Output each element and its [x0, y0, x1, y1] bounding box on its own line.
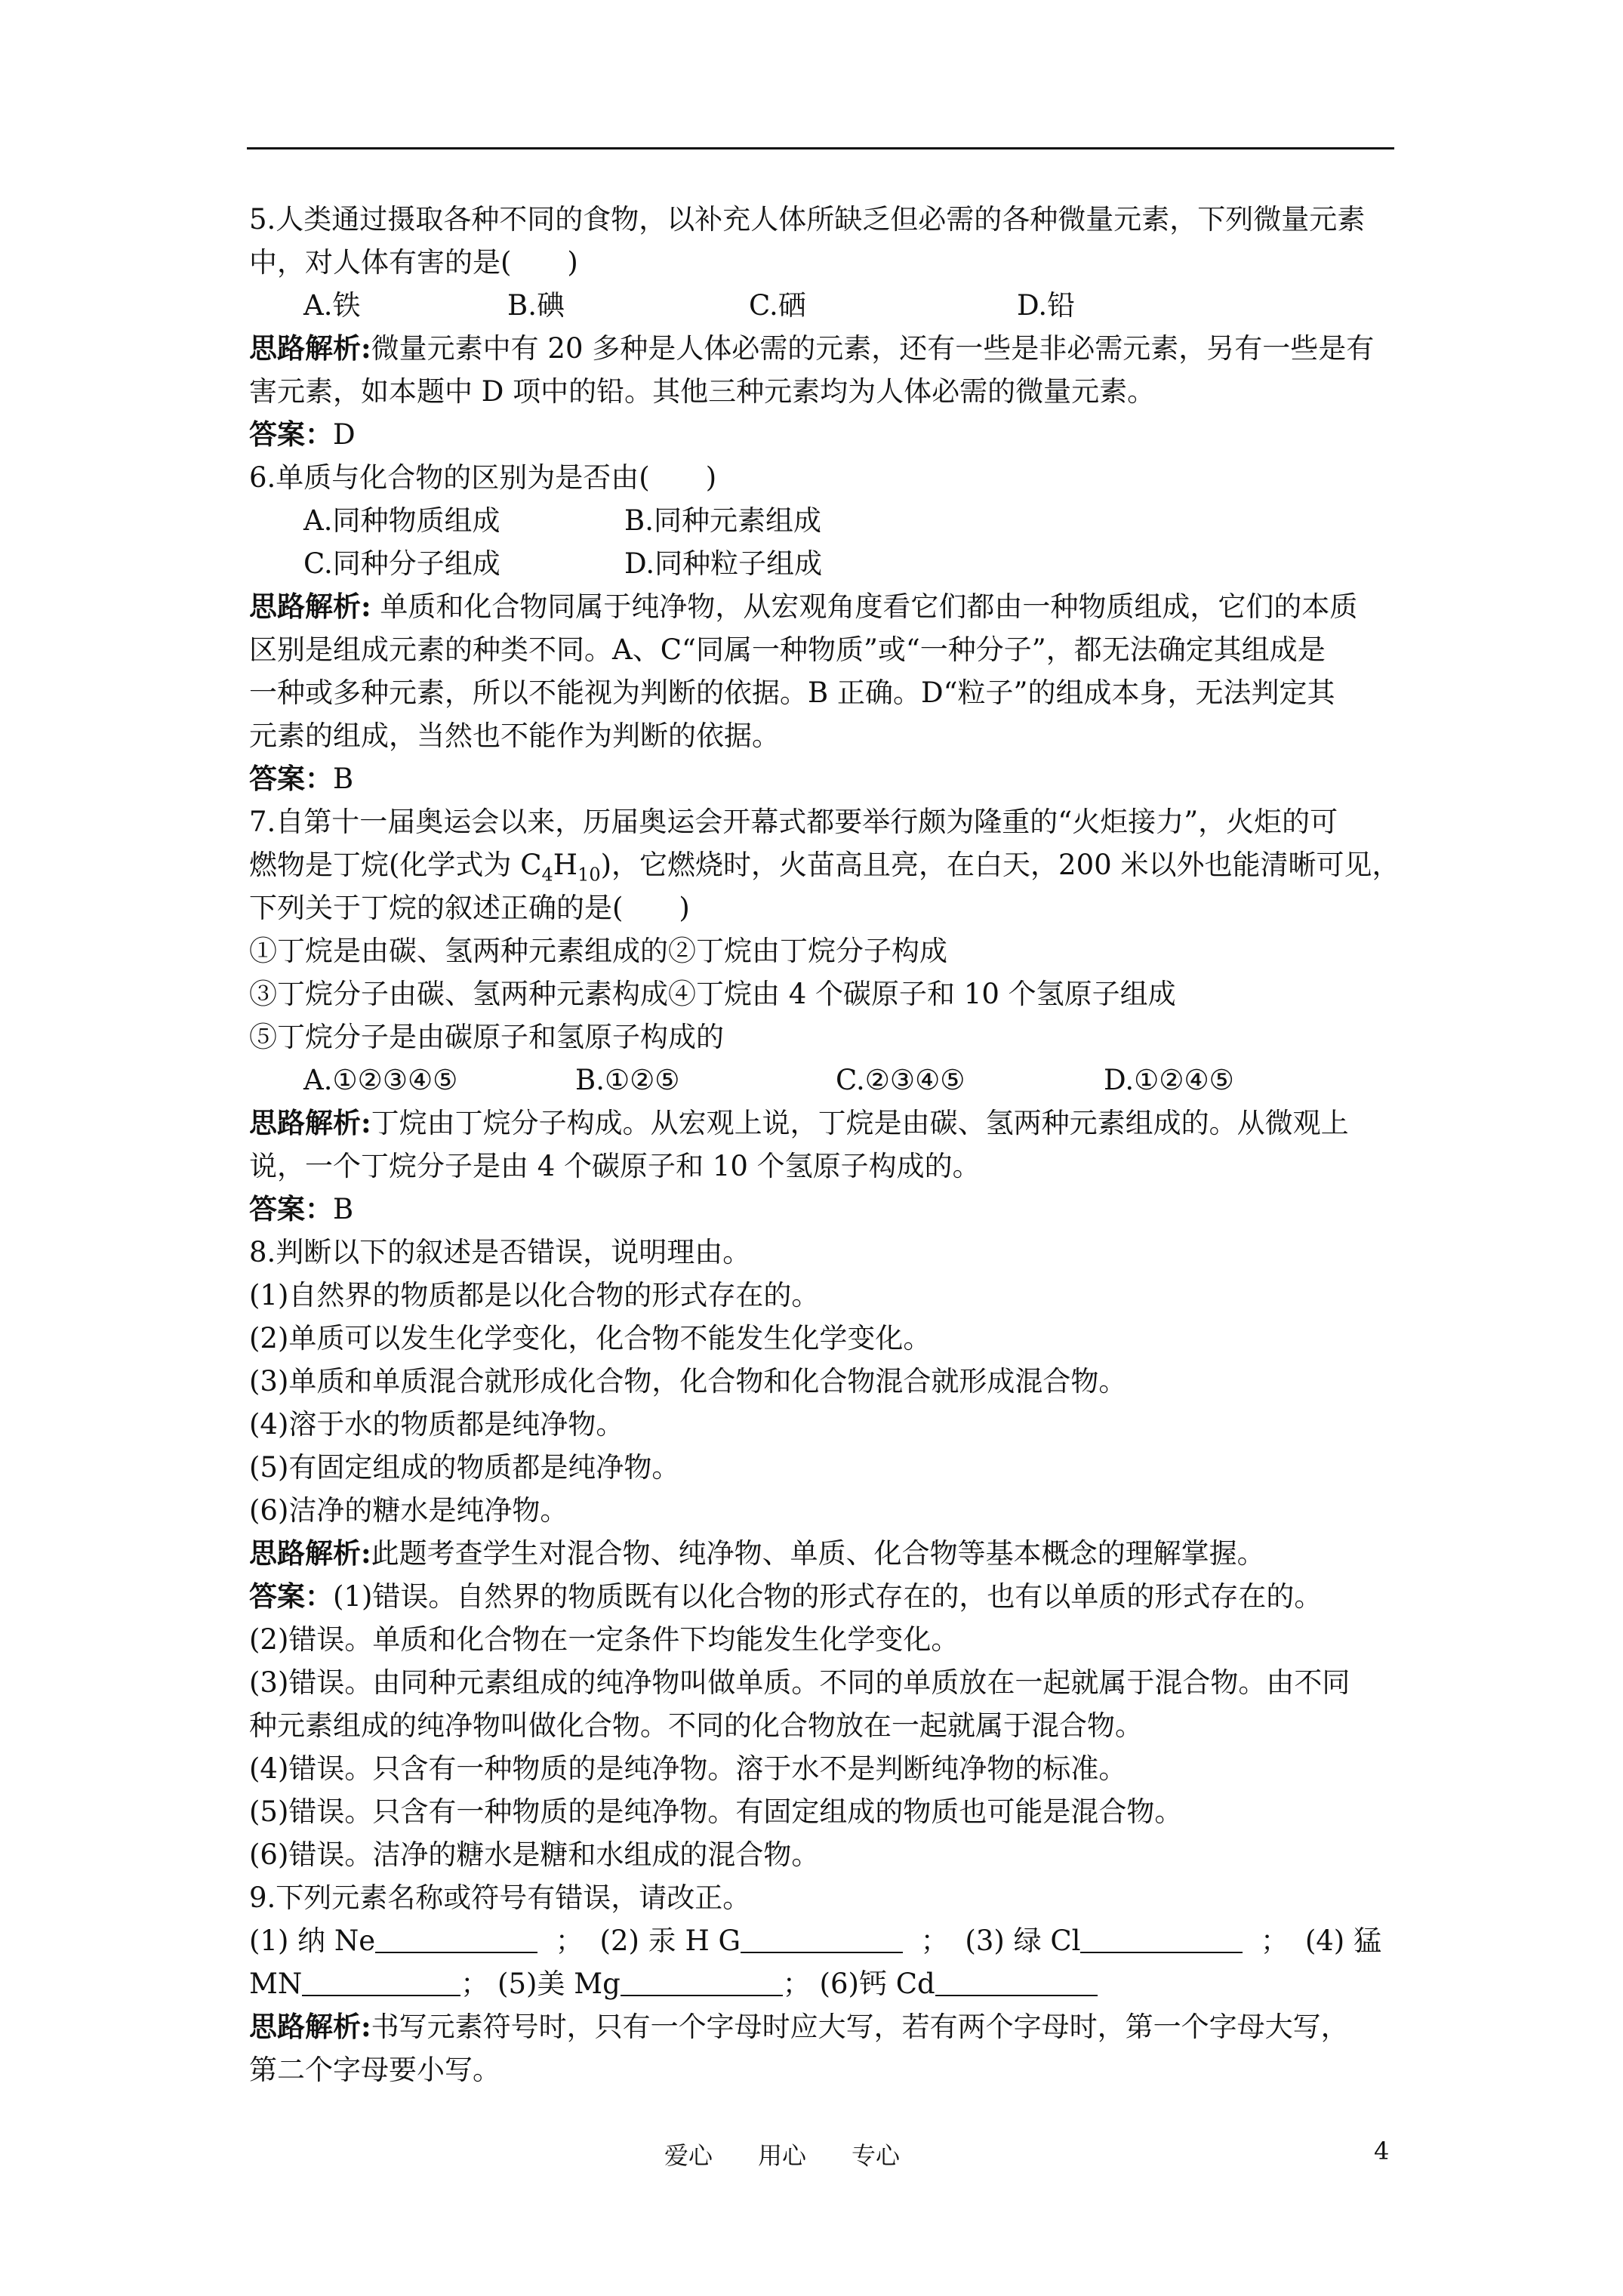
- q5-option-c: C.硒: [749, 289, 806, 322]
- q9-answer-blank-1[interactable]: [375, 1923, 537, 1953]
- q9-blanks-row1: [249, 1919, 1381, 1962]
- q7-option-c: C.②③④⑤: [836, 1064, 965, 1096]
- footer-item: 专心: [852, 2141, 901, 2170]
- q6-analysis-label: 思路解析:: [249, 590, 371, 623]
- q8-item: (3)单质和单质混合就形成化合物，化合物和化合物混合就形成混合物。: [249, 1365, 1127, 1398]
- q5-analysis-line2: 害元素，如本题中 D 项中的铅。其他三种元素均为人体必需的微量元素。: [249, 375, 1156, 408]
- q5-answer: 答案：D: [249, 418, 356, 451]
- q9-stem: 9.下列元素名称或符号有错误，请改正。: [249, 1881, 751, 1914]
- q7-statement-1-2: ①丁烷是由碳、氢两种元素组成的②丁烷由丁烷分子构成: [249, 935, 947, 967]
- q9-blank-item-1: (1) 纳 Ne ；: [249, 1925, 584, 1957]
- q5-stem-line1: 5.人类通过摄取各种不同的食物，以补充人体所缺乏但必需的各种微量元素，下列微量元素: [249, 203, 1366, 236]
- q7-analysis-line2: 说，一个丁烷分子是由 4 个碳原子和 10 个氢原子构成的。: [249, 1150, 981, 1182]
- q8-answer-line: (5)错误。只含有一种物质的是纯净物。有固定组成的物质也可能是混合物。: [249, 1795, 1183, 1828]
- q8-answer-label: 答案：: [249, 1579, 333, 1613]
- q7-options: [249, 1059, 1397, 1102]
- q6-option-b: B.同种元素组成: [624, 504, 821, 537]
- q6-options-row1: [249, 499, 1397, 542]
- q6-analysis-line3: 一种或多种元素，所以不能视为判断的依据。B 正确。D“粒子”的组成本身，无法判定其: [249, 676, 1335, 709]
- q7-option-a: A.①②③④⑤: [303, 1064, 458, 1096]
- header-rule: [247, 147, 1394, 149]
- q7-stem-line1: 7.自第十一届奥运会以来，历届奥运会开幕式都要举行颇为隆重的“火炬接力”，火炬的可: [249, 806, 1338, 838]
- q8-stem: 8.判断以下的叙述是否错误，说明理由。: [249, 1236, 751, 1268]
- q8-item: (6)洁净的糖水是纯净物。: [249, 1494, 568, 1527]
- q7-stem-line3: 下列关于丁烷的叙述正确的是( ): [249, 892, 690, 924]
- q7-stem-line2: 燃物是丁烷(化学式为 $C_4H_{10}$)，它燃烧时，火苗高且亮，在白天，200 米以外也能清晰可见，: [249, 849, 1400, 886]
- q9-answer-blank-2[interactable]: [741, 1923, 903, 1953]
- q5-option-a: A.铁: [303, 289, 361, 322]
- q9-answer-blank-3[interactable]: [1080, 1923, 1243, 1953]
- q5-analysis-label: 思路解析:: [249, 331, 371, 365]
- q7-answer: 答案：B: [249, 1192, 354, 1225]
- footer-item: 爱心: [664, 2141, 713, 2170]
- q9-answer-blank-4[interactable]: [302, 1966, 460, 1996]
- document-body: [249, 198, 1400, 2091]
- q6-options-row2: [249, 542, 1397, 585]
- q8-answer-line: 种元素组成的纯净物叫做化合物。不同的化合物放在一起就属于混合物。: [249, 1709, 1143, 1742]
- q5-analysis-line1: 思路解析:微量元素中有 20 多种是人体必需的元素，还有一些是非必需元素，另有一些是有: [249, 331, 1375, 365]
- q5-options: [249, 284, 1397, 327]
- q9-blank-item-3: (3) 绿 Cl ；: [965, 1925, 1289, 1957]
- q6-analysis-line1: 思路解析: 单质和化合物同属于纯净物，从宏观角度看它们都由一种物质组成，它们的本质: [249, 590, 1358, 623]
- q6-analysis-line4: 元素的组成，当然也不能作为判断的依据。: [249, 720, 780, 752]
- q8-item: (1)自然界的物质都是以化合物的形式存在的。: [249, 1279, 820, 1311]
- q9-blanks-row2: MN ； (5)美 Mg ； (6)钙 Cd: [249, 1962, 1397, 2005]
- q8-answer-line: (2)错误。单质和化合物在一定条件下均能发生化学变化。: [249, 1623, 959, 1656]
- q9-blank-item-4: (4) 猛: [1304, 1925, 1381, 1957]
- q9-blank-item-2: (2) 汞 H G ；: [599, 1925, 949, 1957]
- q9-answer-blank-6[interactable]: [935, 1966, 1098, 1996]
- q7-answer-label: 答案：: [249, 1192, 333, 1225]
- q6-analysis-line2: 区别是组成元素的种类不同。A、C“同属一种物质”或“一种分子”，都无法确定其组成是: [249, 633, 1326, 666]
- q5-answer-label: 答案：: [249, 418, 333, 451]
- q8-answer-line: (4)错误。只含有一种物质的是纯净物。溶于水不是判断纯净物的标准。: [249, 1752, 1127, 1785]
- q5-option-d: D.铅: [1017, 289, 1076, 322]
- q8-item: (2)单质可以发生化学变化，化合物不能发生化学变化。: [249, 1322, 932, 1354]
- q6-option-d: D.同种粒子组成: [624, 547, 823, 580]
- q7-analysis-label: 思路解析:: [249, 1106, 371, 1139]
- q5-option-b: B.碘: [507, 289, 565, 322]
- q7-option-b: B.①②⑤: [575, 1064, 680, 1096]
- page-footer: [664, 2137, 900, 2171]
- q8-answer-line: (3)错误。由同种元素组成的纯净物叫做单质。不同的单质放在一起就属于混合物。由不同: [249, 1666, 1350, 1699]
- q6-option-a: A.同种物质组成: [303, 504, 500, 537]
- q7-analysis-line1: 思路解析:丁烷由丁烷分子构成。从宏观上说，丁烷是由碳、氢两种元素组成的。从微观上: [249, 1106, 1349, 1139]
- q7-statement-5: ⑤丁烷分子是由碳原子和氢原子构成的: [249, 1021, 724, 1053]
- q8-analysis: 思路解析:此题考查学生对混合物、纯净物、单质、化合物等基本概念的理解掌握。: [249, 1536, 1265, 1570]
- q8-item: (5)有固定组成的物质都是纯净物。: [249, 1451, 680, 1484]
- q5-stem-line2: 中，对人体有害的是( ): [249, 246, 578, 279]
- q6-option-c: C.同种分子组成: [303, 547, 500, 580]
- q8-answer-line: (6)错误。洁净的糖水是糖和水组成的混合物。: [249, 1838, 820, 1871]
- q8-answer-line1: 答案：(1)错误。自然界的物质既有以化合物的形式存在的，也有以单质的形式存在的。: [249, 1579, 1323, 1613]
- q7-statement-3-4: ③丁烷分子由碳、氢两种元素构成④丁烷由 4 个碳原子和 10 个氢原子组成: [249, 978, 1176, 1010]
- q9-analysis-line2: 第二个字母要小写。: [249, 2054, 500, 2086]
- q7-subscript-10: 10: [577, 864, 601, 886]
- page-number: 4: [1374, 2137, 1390, 2165]
- footer-item: 用心: [758, 2141, 807, 2170]
- q7-subscript-4: 4: [541, 864, 553, 886]
- q6-answer-label: 答案：: [249, 762, 333, 795]
- q7-option-d: D.①②④⑤: [1104, 1064, 1234, 1096]
- q6-stem: 6.单质与化合物的区别为是否由( ): [249, 461, 717, 494]
- q8-analysis-label: 思路解析:: [249, 1536, 371, 1570]
- q9-analysis-label: 思路解析:: [249, 2010, 371, 2043]
- q6-answer: 答案：B: [249, 762, 354, 795]
- q8-item: (4)溶于水的物质都是纯净物。: [249, 1408, 624, 1441]
- q9-answer-blank-5[interactable]: [621, 1966, 783, 1996]
- q9-analysis-line1: 思路解析:书写元素符号时，只有一个字母时应大写，若有两个字母时，第一个字母大写，: [249, 2010, 1349, 2043]
